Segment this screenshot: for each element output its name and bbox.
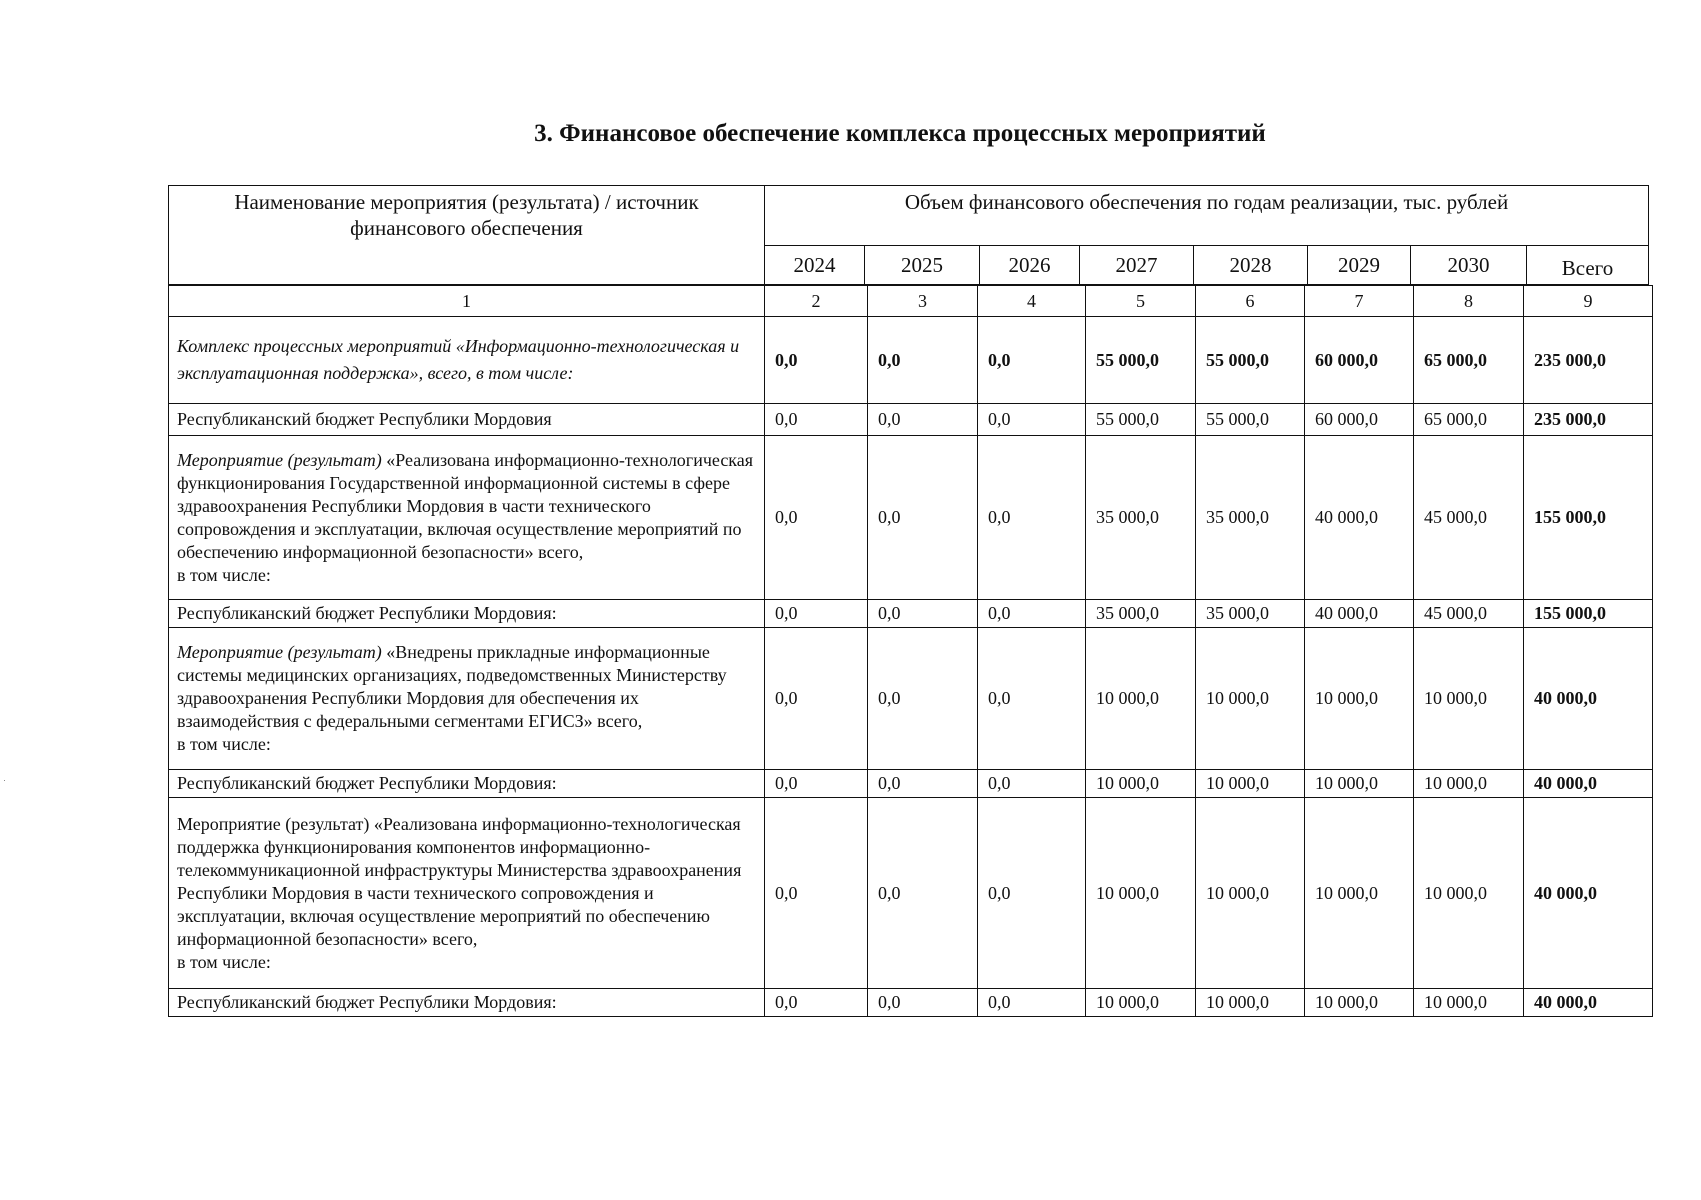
row-name bbox=[169, 628, 765, 770]
value-2026: 0,0 bbox=[978, 404, 1086, 436]
value-2027: 35 000,0 bbox=[1086, 600, 1196, 628]
table-row bbox=[169, 989, 1653, 1017]
value-2030: 45 000,0 bbox=[1414, 436, 1524, 600]
value-total: 40 000,0 bbox=[1524, 628, 1653, 770]
row-name: Республиканский бюджет Республики Мордовия: bbox=[169, 600, 765, 628]
value-2028: 55 000,0 bbox=[1196, 317, 1305, 404]
value-2024: 0,0 bbox=[765, 770, 868, 798]
row-name-text: Мероприятие (результат) «Реализована информационно-технологическая поддержка функционирования компонентов информационно-телекоммуникационной инфраструктуры Министерства здравоохранения Республики Мордовия в части технического сопровождения и эксплуатации, включая осуществление мероприятий по обеспечению информационной безопасности» всего, bbox=[177, 813, 742, 949]
page-title: 3. Финансовое обеспечение комплекса процессных мероприятий bbox=[534, 120, 1266, 147]
value-2028: 10 000,0 bbox=[1196, 798, 1305, 989]
value-2025: 0,0 bbox=[868, 317, 978, 404]
value-2028: 35 000,0 bbox=[1196, 600, 1305, 628]
value-2030: 65 000,0 bbox=[1414, 404, 1524, 436]
scan-speck bbox=[4, 780, 5, 781]
value-2030: 10 000,0 bbox=[1414, 628, 1524, 770]
value-2028: 55 000,0 bbox=[1196, 404, 1305, 436]
value-2027: 10 000,0 bbox=[1086, 628, 1196, 770]
value-2029: 10 000,0 bbox=[1305, 770, 1414, 798]
year-2030: 2030 bbox=[1411, 246, 1527, 285]
year-2029: 2029 bbox=[1308, 246, 1411, 285]
value-2029: 40 000,0 bbox=[1305, 436, 1414, 600]
table-row bbox=[169, 628, 1653, 770]
value-2028: 10 000,0 bbox=[1196, 770, 1305, 798]
value-2029: 60 000,0 bbox=[1305, 317, 1414, 404]
header-name-column: Наименование мероприятия (результата) / источник финансового обеспечения bbox=[169, 186, 765, 285]
year-2026: 2026 bbox=[980, 246, 1080, 285]
table-row bbox=[169, 600, 1653, 628]
column-number-row bbox=[169, 286, 1653, 317]
value-2030: 10 000,0 bbox=[1414, 770, 1524, 798]
value-total: 235 000,0 bbox=[1524, 404, 1653, 436]
value-2027: 35 000,0 bbox=[1086, 436, 1196, 600]
value-2030: 10 000,0 bbox=[1414, 798, 1524, 989]
value-2029: 10 000,0 bbox=[1305, 628, 1414, 770]
value-total: 155 000,0 bbox=[1524, 600, 1653, 628]
row-name-text: «Реализована информационно-технологическая функционирования Государственной информационной системы в сфере здравоохранения Республики Мордовия в части технического сопровождения и эксплуатации, включая осуществление мероприятий по обеспечению информационной безопасности» всего, bbox=[177, 449, 754, 562]
year-2027: 2027 bbox=[1080, 246, 1194, 285]
col-number: 9 bbox=[1524, 286, 1653, 317]
value-2027: 55 000,0 bbox=[1086, 317, 1196, 404]
value-2024: 0,0 bbox=[765, 436, 868, 600]
value-2025: 0,0 bbox=[868, 404, 978, 436]
value-2025: 0,0 bbox=[868, 436, 978, 600]
table-row bbox=[169, 404, 1653, 436]
row-name bbox=[169, 798, 765, 989]
row-name-text: «Внедрены прикладные информационные системы медицинских организациях, подведомственных Министерству здравоохранения Республики Мордовия для обеспечения их взаимодействия с федеральными сегментами ЕГИСЗ» всего, bbox=[177, 642, 727, 731]
value-2029: 10 000,0 bbox=[1305, 798, 1414, 989]
value-2026: 0,0 bbox=[978, 317, 1086, 404]
value-2025: 0,0 bbox=[868, 600, 978, 628]
value-2030: 45 000,0 bbox=[1414, 600, 1524, 628]
value-2030: 65 000,0 bbox=[1414, 317, 1524, 404]
table-row bbox=[169, 436, 1653, 600]
col-number: 3 bbox=[868, 286, 978, 317]
row-name-prefix: Мероприятие (результат) bbox=[177, 449, 382, 470]
year-total: Всего bbox=[1527, 246, 1649, 285]
value-2026: 0,0 bbox=[978, 770, 1086, 798]
value-total: 40 000,0 bbox=[1524, 798, 1653, 989]
header-volume-column: Объем финансового обеспечения по годам реализации, тыс. рублей bbox=[765, 186, 1649, 246]
row-name bbox=[169, 436, 765, 600]
value-2024: 0,0 bbox=[765, 798, 868, 989]
value-2028: 35 000,0 bbox=[1196, 436, 1305, 600]
row-name-prefix: Мероприятие (результат) bbox=[177, 642, 382, 662]
col-number: 7 bbox=[1305, 286, 1414, 317]
value-2030: 10 000,0 bbox=[1414, 989, 1524, 1017]
value-2028: 10 000,0 bbox=[1196, 989, 1305, 1017]
value-2029: 10 000,0 bbox=[1305, 989, 1414, 1017]
year-2028: 2028 bbox=[1194, 246, 1308, 285]
col-number: 8 bbox=[1414, 286, 1524, 317]
col-number: 1 bbox=[169, 286, 765, 317]
col-number: 2 bbox=[765, 286, 868, 317]
row-name: Комплекс процессных мероприятий «Информационно-технологическая и эксплуатационная поддержка», всего, в том числе: bbox=[169, 317, 765, 404]
value-2026: 0,0 bbox=[978, 798, 1086, 989]
value-total: 155 000,0 bbox=[1524, 436, 1653, 600]
header-table bbox=[168, 185, 1649, 285]
row-name: Республиканский бюджет Республики Мордовия: bbox=[169, 770, 765, 798]
value-2029: 60 000,0 bbox=[1305, 404, 1414, 436]
table-row bbox=[169, 317, 1653, 404]
value-2026: 0,0 bbox=[978, 436, 1086, 600]
value-2026: 0,0 bbox=[978, 628, 1086, 770]
value-2024: 0,0 bbox=[765, 628, 868, 770]
col-number: 6 bbox=[1196, 286, 1305, 317]
value-2028: 10 000,0 bbox=[1196, 628, 1305, 770]
value-2027: 10 000,0 bbox=[1086, 770, 1196, 798]
financing-table bbox=[168, 285, 1653, 1017]
value-total: 40 000,0 bbox=[1524, 770, 1653, 798]
row-name: Республиканский бюджет Республики Мордовия: bbox=[169, 989, 765, 1017]
value-2025: 0,0 bbox=[868, 989, 978, 1017]
value-total: 235 000,0 bbox=[1524, 317, 1653, 404]
value-2029: 40 000,0 bbox=[1305, 600, 1414, 628]
value-2025: 0,0 bbox=[868, 798, 978, 989]
value-2026: 0,0 bbox=[978, 600, 1086, 628]
value-2027: 10 000,0 bbox=[1086, 798, 1196, 989]
row-name-suffix: в том числе: bbox=[177, 951, 271, 972]
col-number: 5 bbox=[1086, 286, 1196, 317]
year-2025: 2025 bbox=[865, 246, 980, 285]
value-2027: 10 000,0 bbox=[1086, 989, 1196, 1017]
value-2024: 0,0 bbox=[765, 989, 868, 1017]
table-row bbox=[169, 770, 1653, 798]
row-name: Республиканский бюджет Республики Мордовия bbox=[169, 404, 765, 436]
value-total: 40 000,0 bbox=[1524, 989, 1653, 1017]
value-2024: 0,0 bbox=[765, 600, 868, 628]
value-2025: 0,0 bbox=[868, 770, 978, 798]
row-name-suffix: в том числе: bbox=[177, 734, 271, 754]
value-2026: 0,0 bbox=[978, 989, 1086, 1017]
value-2024: 0,0 bbox=[765, 404, 868, 436]
year-2024: 2024 bbox=[765, 246, 865, 285]
table-row bbox=[169, 798, 1653, 989]
col-number: 4 bbox=[978, 286, 1086, 317]
value-2027: 55 000,0 bbox=[1086, 404, 1196, 436]
value-2024: 0,0 bbox=[765, 317, 868, 404]
value-2025: 0,0 bbox=[868, 628, 978, 770]
row-name-suffix: в том числе: bbox=[177, 564, 271, 585]
